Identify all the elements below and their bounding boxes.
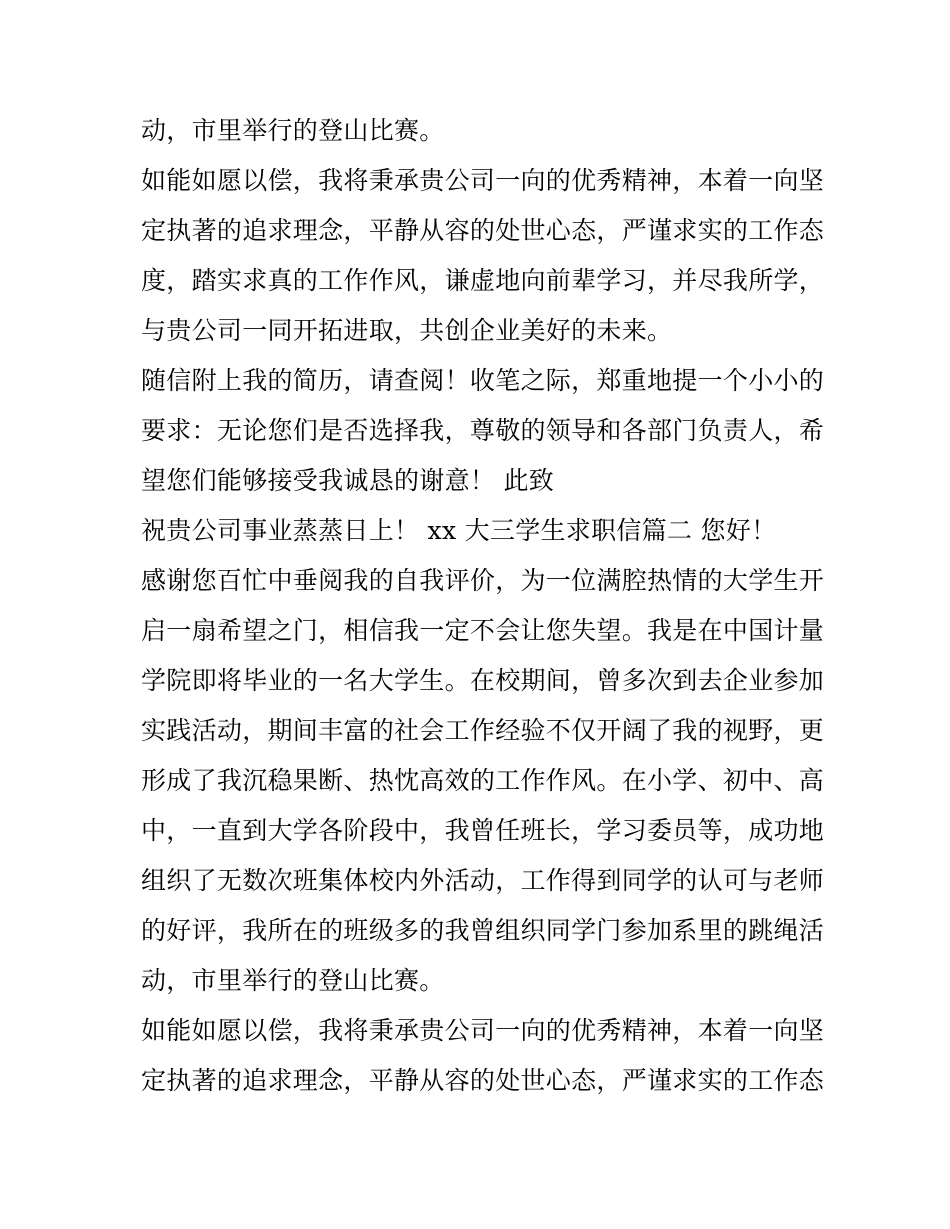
text-line: 动，市里举行的登山比赛。: [141, 116, 445, 145]
text-line: 定执著的追求理念，平静从容的处世心态，严谨求实的工作态: [141, 1066, 825, 1095]
text-line: 定执著的追求理念，平静从容的处世心态，严谨求实的工作态: [141, 216, 825, 245]
text-line: 形成了我沉稳果断、热忱高效的工作作风。在小学、初中、高: [141, 766, 825, 795]
text-line: 启一扇希望之门，相信我一定不会让您失望。我是在中国计量: [141, 616, 825, 645]
text-line: 要求：无论您们是否选择我，尊敬的领导和各部门负责人，希: [141, 416, 825, 445]
text-line: 度，踏实求真的工作作风，谦虚地向前辈学习，并尽我所学，: [141, 266, 825, 295]
text-line: 祝贵公司事业蒸蒸日上！ xx 大三学生求职信篇二 您好！: [141, 516, 777, 545]
text-line: 望您们能够接受我诚恳的谢意！ 此致: [141, 466, 555, 495]
text-line: 如能如愿以偿，我将秉承贵公司一向的优秀精神，本着一向坚: [141, 1016, 825, 1045]
text-line: 与贵公司一同开拓进取，共创企业美好的未来。: [141, 316, 673, 345]
text-line: 组织了无数次班集体校内外活动，工作得到同学的认可与老师: [141, 866, 825, 895]
text-line: 感谢您百忙中垂阅我的自我评价，为一位满腔热情的大学生开: [141, 566, 825, 595]
text-line: 学院即将毕业的一名大学生。在校期间，曾多次到去企业参加: [141, 666, 825, 695]
text-line: 如能如愿以偿，我将秉承贵公司一向的优秀精神，本着一向坚: [141, 166, 825, 195]
text-line: 随信附上我的简历，请查阅！收笔之际，郑重地提一个小小的: [141, 366, 825, 395]
document-body: [141, 106, 825, 1106]
text-line: 实践活动，期间丰富的社会工作经验不仅开阔了我的视野，更: [141, 716, 825, 745]
text-line: 的好评，我所在的班级多的我曾组织同学门参加系里的跳绳活: [141, 916, 825, 945]
text-line: 动，市里举行的登山比赛。: [141, 966, 445, 995]
text-line: 中，一直到大学各阶段中，我曾任班长，学习委员等，成功地: [141, 816, 825, 845]
